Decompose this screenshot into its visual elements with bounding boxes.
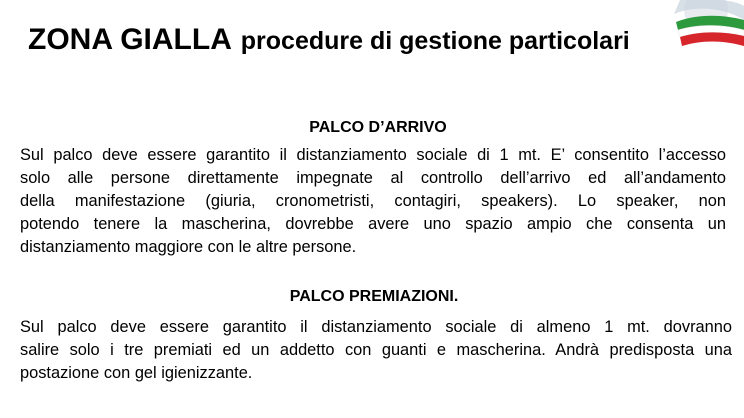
section-heading-palco-premiazioni: PALCO PREMIAZIONI. xyxy=(289,288,459,305)
paragraph-line: potendo tenere la mascherina, dovrebbe avere uno spazio ampio che consenta un xyxy=(20,215,726,233)
title-main: ZONA GIALLA xyxy=(28,23,232,56)
paragraph-line: salire solo i tre premiati ed un addetto con guanti e mascherina. Andrà predisposta una xyxy=(20,341,732,359)
italian-flag-swoosh-icon xyxy=(662,0,744,52)
paragraph-line: Sul palco deve essere garantito il distanziamento sociale di 1 mt. E’ consentito l’accesso xyxy=(20,146,726,164)
section-heading-palco-arrivo: PALCO D’ARRIVO xyxy=(309,119,447,136)
section-body-palco-premiazioni xyxy=(20,316,732,385)
section-body-palco-arrivo xyxy=(20,144,726,259)
paragraph-line: Sul palco deve essere garantito il distanziamento sociale di almeno 1 mt. dovranno xyxy=(20,318,732,336)
page-title xyxy=(28,16,630,63)
title-subtitle: procedure di gestione particolari xyxy=(240,27,630,55)
paragraph-line: della manifestazione (giuria, cronometristi, contagiri, speakers). Lo speaker, non xyxy=(20,192,726,210)
paragraph-line: distanziamento maggiore con le altre persone. xyxy=(20,238,357,256)
paragraph-line: solo alle persone direttamente impegnate al controllo dell’arrivo ed all’andamento xyxy=(20,169,726,187)
paragraph-line: postazione con gel igienizzante. xyxy=(20,364,253,382)
